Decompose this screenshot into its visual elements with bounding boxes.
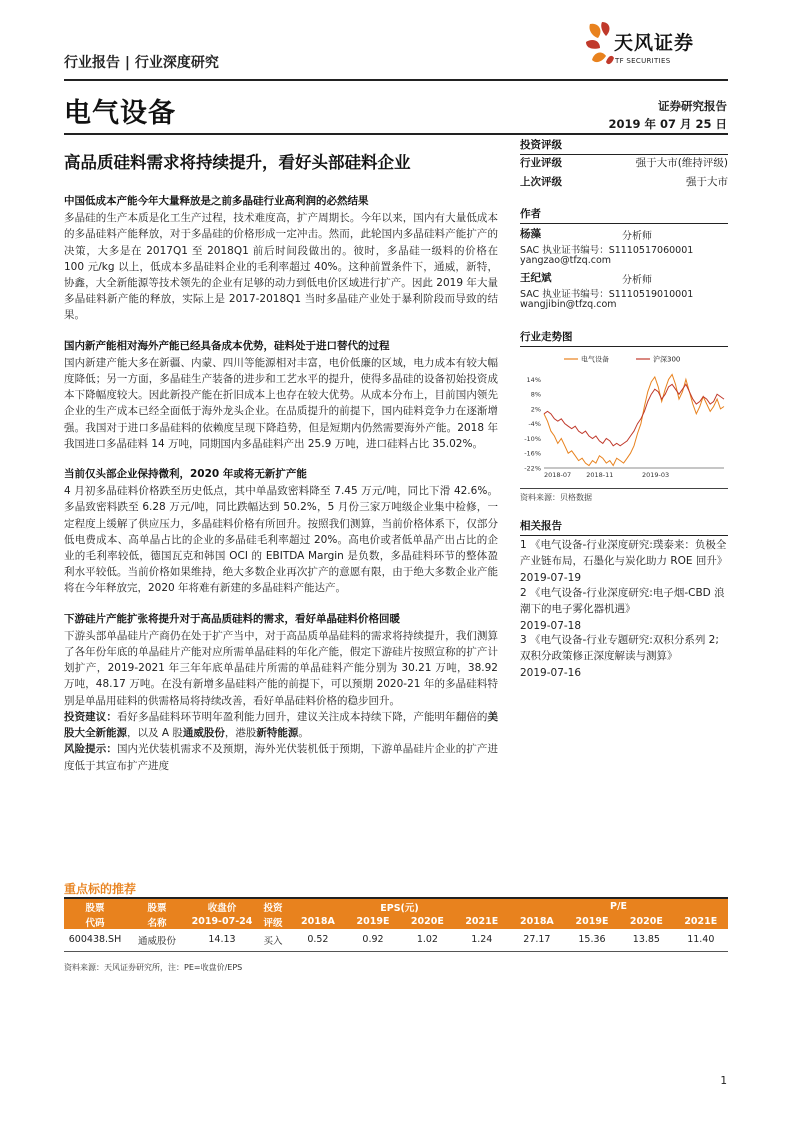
- column-header: 代码: [64, 914, 126, 929]
- title-divider: [64, 133, 728, 135]
- column-header: 2020E: [619, 914, 673, 929]
- series-line-sector: [544, 375, 724, 466]
- column-header: 2019E: [346, 914, 400, 929]
- section-3: [64, 466, 498, 597]
- related-report-item[interactable]: [520, 585, 728, 634]
- chart-lines: [544, 375, 724, 466]
- related-report-date: 2019-07-18: [520, 619, 582, 632]
- chart-y-ticks: [524, 376, 541, 473]
- investment-advice: [64, 709, 498, 741]
- industry-rating-label: 行业评级: [520, 157, 562, 169]
- column-header: 2021E: [674, 914, 728, 929]
- trend-heading: 行业走势图: [520, 329, 728, 347]
- investment-advice-text: ，港股: [224, 727, 257, 740]
- section-heading: 当前仅头部企业保持微利，2020 年或将无新扩产能: [64, 468, 307, 481]
- stock-highlight: 新特能源: [256, 727, 299, 740]
- stock-highlight: 美股大全新能源: [64, 710, 498, 740]
- section-paragraph: 多晶硅的生产本质是化工生产过程，技术难度高，扩产周期长。今年以来，国内有大量低成本的多晶硅料产能释放，对于多晶硅的价格形成一定冲击。然而，此轮国内多晶硅料产能扩产的决策，大多是在 2017Q1 至 2018Q1 前后时间段做出的。彼时，多晶硅一级料的价格在 100 元/kg 以上，低成本多晶硅料企业的毛利率超过 40%。这种前置条件下，通威，新特，协鑫，大全新能源等技术领先的企业有足够的动力到低电价区域进行扩产。因此 2019 年大量多晶硅料新产能的释放，实际上是 2017-2018Q1 当时多晶硅产业处于暴利阶段而导致的结果。: [64, 212, 498, 322]
- related-report-title[interactable]: 2 《电气设备-行业深度研究:电子烟-CBD 浪潮下的电子雾化器机遇》: [520, 587, 725, 616]
- table-cell: 15.36: [565, 929, 619, 951]
- stock-highlight: 通威股份: [182, 727, 225, 740]
- risk-warning-text: 国内光伏装机需求不及预期，海外光伏装机低于预期，下游单晶硅片企业的扩产进度低于其宣布扩产进度: [64, 743, 498, 772]
- related-report-date: 2019-07-16: [520, 666, 582, 679]
- investment-advice-label: 投资建议：: [64, 710, 117, 723]
- related-report-item[interactable]: [520, 632, 728, 681]
- column-header: 评级: [256, 914, 290, 929]
- risk-warning-label: 风险提示：: [64, 743, 117, 756]
- author-name: 王纪斌: [520, 272, 552, 284]
- related-report-date: 2019-07-19: [520, 571, 582, 584]
- table-cell: 0.52: [290, 929, 346, 951]
- author-certificate: SAC 执业证书编号：S1110517060001: [520, 245, 694, 256]
- chart-x-ticks: [544, 471, 669, 479]
- chart-bottom-divider: [520, 488, 728, 489]
- column-header: 名称: [126, 914, 188, 929]
- table-cell: 买入: [256, 929, 290, 951]
- y-tick-label: 14%: [526, 375, 541, 384]
- report-date: 2019 年 07 月 25 日: [608, 117, 727, 131]
- logo-subtitle: TF SECURITIES: [615, 57, 671, 65]
- related-report-title[interactable]: 3 《电气设备-行业专题研究:双积分系列 2;双积分政策修正深度解读与测算》: [520, 634, 719, 663]
- section-heading: 下游硅片产能扩张将提升对于高品质硅料的需求，看好单晶硅料价格回暖: [64, 612, 400, 625]
- report-kind: 证券研究报告: [658, 99, 727, 113]
- x-tick-label: 2019-03: [642, 471, 670, 479]
- main-title: 高品质硅料需求将持续提升，看好头部硅料企业: [64, 153, 411, 172]
- author-email[interactable]: yangzao@tfzq.com: [520, 255, 612, 266]
- chart-legend: [564, 355, 680, 364]
- author-name: 杨藻: [520, 228, 541, 240]
- table-title: 重点标的推荐: [64, 882, 137, 896]
- column-header: 2020E: [400, 914, 454, 929]
- related-heading: 相关报告: [520, 518, 728, 536]
- report-type: 行业报告 | 行业深度研究: [64, 55, 219, 71]
- column-header: 2018A: [290, 914, 346, 929]
- table-header-row: [64, 914, 728, 929]
- column-header: 投资: [256, 899, 290, 914]
- rating-heading: 投资评级: [520, 137, 728, 155]
- column-header: 股票: [64, 899, 126, 914]
- previous-rating-row: [520, 174, 728, 189]
- author-role: 分析师: [622, 275, 652, 286]
- legend-label: 沪深300: [653, 355, 681, 364]
- related-report-item[interactable]: [520, 537, 728, 586]
- table-header-row: [64, 899, 728, 914]
- industry-rating-row: [520, 155, 728, 170]
- section-heading: 国内新产能相对海外产能已经具备成本优势，硅料处于进口替代的过程: [64, 339, 390, 352]
- y-tick-label: 8%: [530, 390, 541, 399]
- chart-source: 资料来源：贝格数据: [520, 493, 592, 502]
- y-tick-label: 2%: [530, 405, 541, 414]
- y-tick-label: -4%: [528, 420, 541, 429]
- table-row: [64, 929, 728, 951]
- column-header: 2019E: [565, 914, 619, 929]
- table-cell: 13.85: [619, 929, 673, 951]
- table-cell: 600438.SH: [64, 929, 126, 951]
- x-tick-label: 2018-11: [586, 471, 614, 479]
- section-4: [64, 611, 498, 709]
- section-2: [64, 338, 498, 452]
- section-paragraph: 下游头部单晶硅片产商仍在处于扩产当中，对于高品质单晶硅料的需求将持续提升，我们测算了各年份年底的单晶硅片产能对应所需单晶硅料的年化产能，假定下游硅片按照宣称的扩产计划扩产，2019-2021 年三年年底单晶硅片所需的单晶硅料产能分别为 30.21 万吨，38.92 万吨，48.17 万吨。在没有新增多晶硅料产能的前提下，可以预期 2020-21 年的多晶硅料特别是单晶用硅料的供需格局将持续改善，看好单晶硅料价格的稳步回升。: [64, 629, 498, 707]
- investment-advice-text: 。: [298, 727, 309, 740]
- table-cell: 1.02: [400, 929, 454, 951]
- section-paragraph: 4 月初多晶硅料价格跌至历史低点，其中单晶致密料降至 7.45 万元/吨，同比下滑 42.6%。多晶致密料跌至 6.28 万元/吨，同比跌幅达到 50.2%，5 月份三家万吨级企业集中检修，一定程度上缓解了供应压力，多晶硅料价格有所回升。按照我们测算，当前价格体系下，仅部分低电费成本、高单晶占比的企业的多晶硅毛利率超过 20%。高电价或者低单晶产出占比的企业的毛利率较低，德国瓦克和韩国 OCI 的 EBITDA Margin 是负数，多晶硅料环节的整体盈利水平较低。当前价格如果维持，绝大多数企业再次扩产的意愿有限，由于绝大多数企业产能将在今年释放完，2020 年将难有新建的多晶硅料产能达产。: [64, 485, 498, 595]
- author-role: 分析师: [622, 231, 652, 242]
- x-tick-label: 2018-07: [544, 471, 572, 479]
- stock-recommendation-table: [64, 899, 728, 952]
- section-heading: 中国低成本产能今年大量释放是之前多晶硅行业高利润的必然结果: [64, 195, 369, 207]
- column-header: 收盘价: [188, 899, 256, 914]
- industry-rating-value: 强于大市(维持评级): [635, 157, 728, 169]
- industry-trend-chart: [516, 350, 732, 482]
- previous-rating-value: 强于大市: [686, 176, 728, 188]
- table-cell: 14.13: [188, 929, 256, 951]
- related-report-title[interactable]: 1 《电气设备-行业深度研究:璞泰来：负极全产业链布局，石墨化与炭化助力 ROE 回升》: [520, 539, 728, 568]
- previous-rating-label: 上次评级: [520, 176, 562, 188]
- risk-warning: [64, 741, 498, 773]
- table-cell: 0.92: [346, 929, 400, 951]
- logo-text: 天风证券: [614, 32, 695, 54]
- column-header: EPS(元): [290, 899, 509, 914]
- section-paragraph: 国内新建产能大多在新疆、内蒙、四川等能源相对丰富，电价低廉的区域，电力成本有较大幅度降低；另一方面，多晶硅生产装备的进步和工艺水平的提升，使得多晶硅的设备初始投资成本下降幅度较大。因此新投产能在折旧成本上也存在较大优势。从成本分布上，目前国内领先企业的生产成本已经全面低于海外龙头企业。在品质提升的前提下，国内硅料竞争力在逐渐增强。我国对于进口多晶硅料的依赖度呈现下降趋势，但是短期内仍然需要海外产能。2018 年我国进口多晶硅料 14 万吨，同期国内多晶硅料产出 25.9 万吨，进口硅料占比 35.02%。: [64, 356, 498, 450]
- investment-advice-text: 看好多晶硅料环节明年盈利能力回升，建议关注成本持续下降，产能明年翻倍的: [116, 710, 488, 723]
- table-cell: 通威股份: [126, 929, 188, 951]
- column-header: 股票: [126, 899, 188, 914]
- sector-title: 电气设备: [64, 98, 176, 129]
- y-tick-label: -16%: [524, 449, 541, 458]
- page-number: 1: [720, 1075, 727, 1087]
- legend-label: 电气设备: [581, 355, 609, 364]
- authors-heading: 作者: [520, 206, 728, 224]
- y-tick-label: -10%: [524, 434, 541, 443]
- table-cell: 11.40: [674, 929, 728, 951]
- column-header: 2018A: [509, 914, 565, 929]
- column-header: P/E: [509, 899, 728, 914]
- author-email[interactable]: wangjibin@tfzq.com: [520, 299, 617, 310]
- logo-petals-icon: [586, 22, 614, 64]
- investment-advice-text: ，以及 A 股: [127, 727, 183, 740]
- column-header: 2021E: [455, 914, 509, 929]
- table-cell: 27.17: [509, 929, 565, 951]
- y-tick-label: -22%: [524, 464, 541, 473]
- table-note: 资料来源：天风证券研究所，注：PE=收盘价/EPS: [64, 963, 243, 972]
- header-divider: [64, 79, 728, 81]
- author-certificate: SAC 执业证书编号：S1110519010001: [520, 289, 694, 300]
- series-line-index: [544, 384, 724, 446]
- column-header: 2019-07-24: [188, 914, 256, 929]
- section-1: [64, 193, 498, 324]
- main-body: [64, 193, 498, 774]
- table-cell: 1.24: [455, 929, 509, 951]
